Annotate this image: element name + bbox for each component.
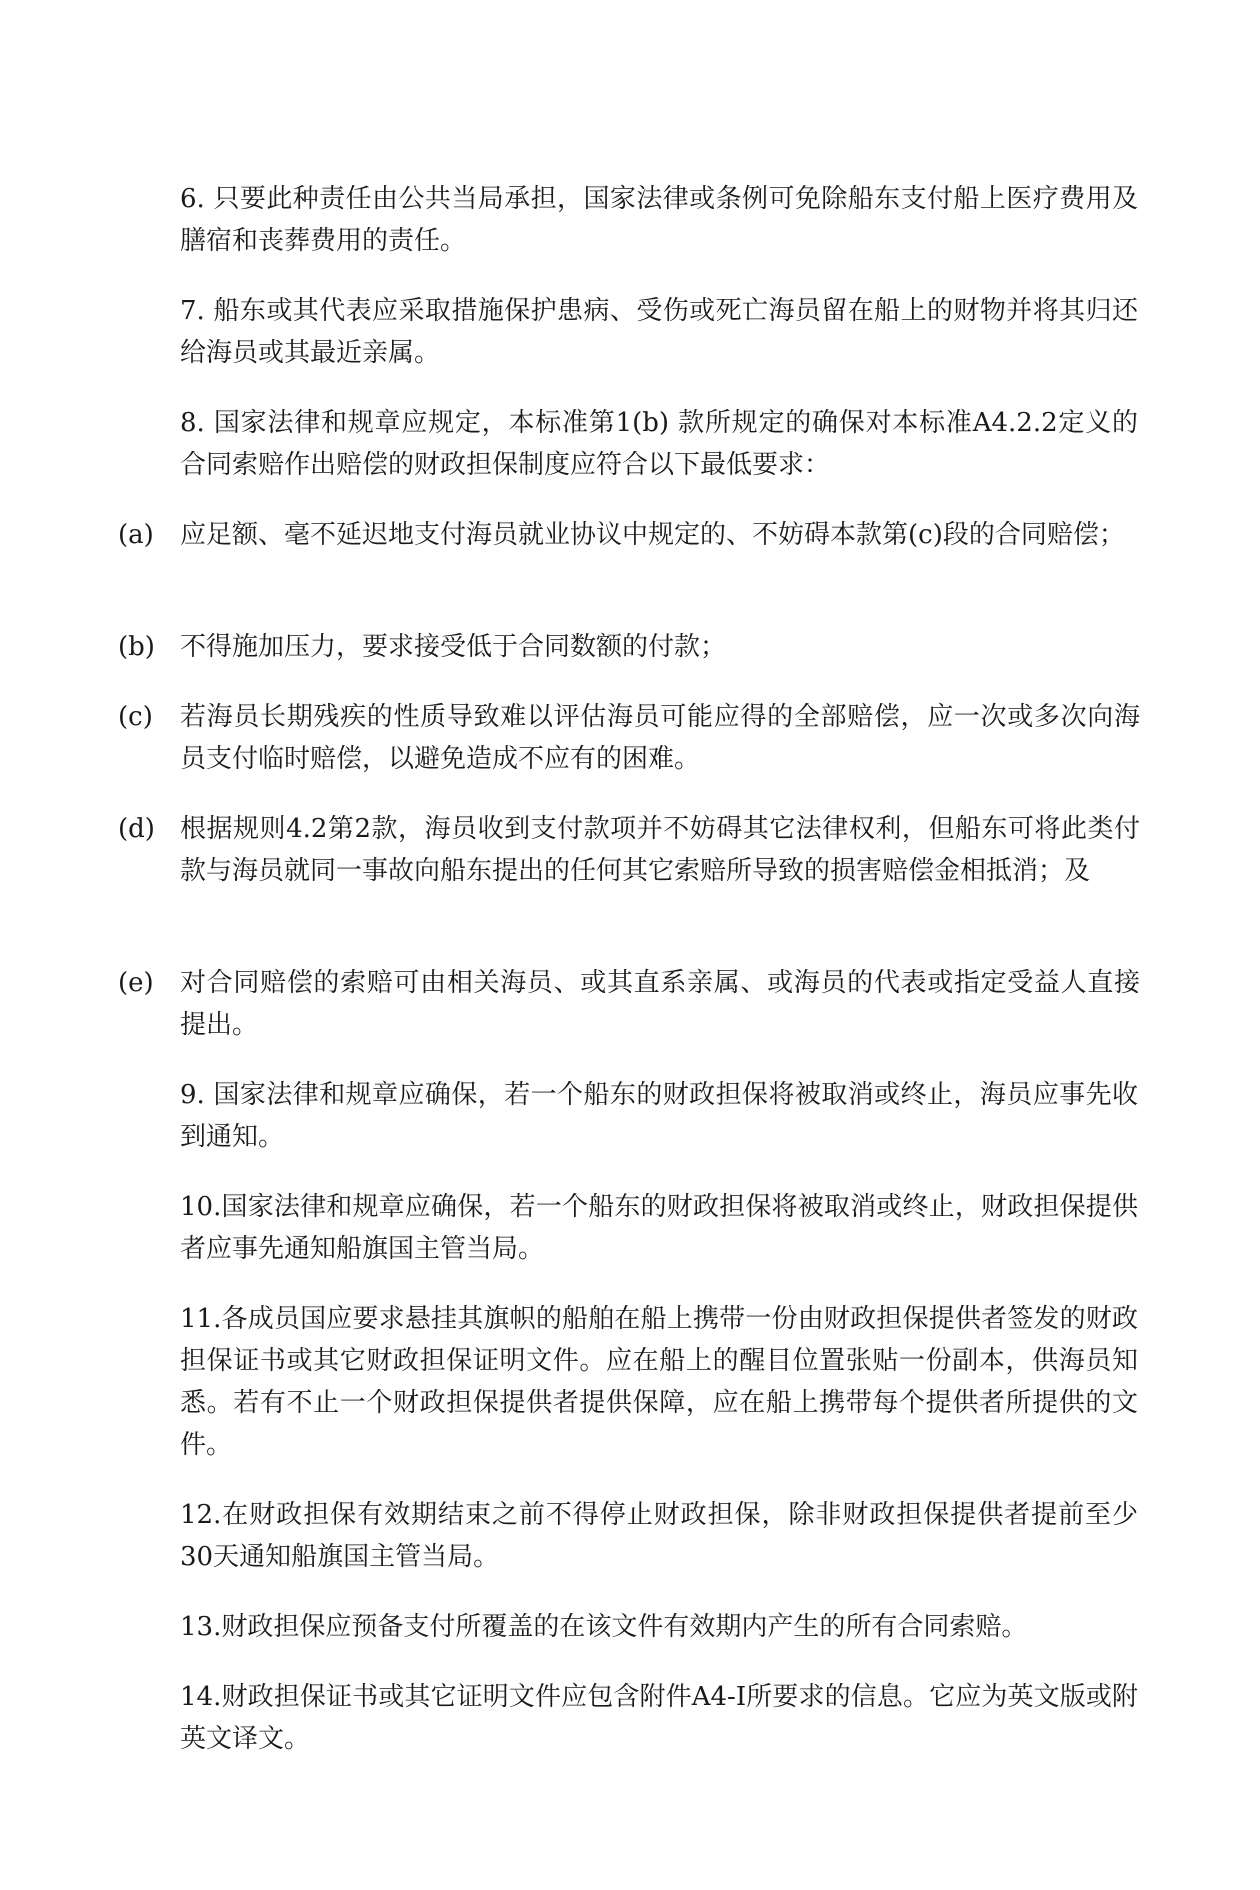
paragraph-7-text: 7. 船东或其代表应采取措施保护患病、受伤或死亡海员留在船上的财物并将其归还给海员或其最近亲属。 xyxy=(180,296,1138,368)
list-item-label: (a) xyxy=(118,520,154,550)
list-item-text: 若海员长期残疾的性质导致难以评估海员可能应得的全部赔偿，应一次或多次向海员支付临时赔偿，以避免造成不应有的困难。 xyxy=(180,702,1140,774)
paragraph-12-text: 12.在财政担保有效期结束之前不得停止财政担保，除非财政担保提供者提前至少30天通知船旗国主管当局。 xyxy=(180,1500,1138,1572)
list-item-label: (c) xyxy=(118,702,153,732)
paragraph-6 xyxy=(148,178,1138,262)
paragraph-6-text: 6. 只要此种责任由公共当局承担，国家法律或条例可免除船东支付船上医疗费用及膳宿和丧葬费用的责任。 xyxy=(180,184,1138,256)
paragraph-14 xyxy=(148,1676,1138,1760)
paragraph-7 xyxy=(148,290,1138,374)
list-item-label: (b) xyxy=(118,632,155,662)
list-item-d xyxy=(118,808,1140,892)
list-item-text: 根据规则4.2第2款，海员收到支付款项并不妨碍其它法律权利，但船东可将此类付款与海员就同一事故向船东提出的任何其它索赔所导致的损害赔偿金相抵消；及 xyxy=(180,814,1140,886)
paragraph-9-text: 9. 国家法律和规章应确保，若一个船东的财政担保将被取消或终止，海员应事先收到通知。 xyxy=(180,1080,1138,1152)
paragraph-12 xyxy=(148,1494,1138,1578)
list-item-e xyxy=(118,962,1140,1046)
list-item-text: 对合同赔偿的索赔可由相关海员、或其直系亲属、或海员的代表或指定受益人直接提出。 xyxy=(180,968,1140,1040)
list-item-text: 应足额、毫不延迟地支付海员就业协议中规定的、不妨碍本款第(c)段的合同赔偿； xyxy=(180,520,1125,550)
paragraph-11 xyxy=(148,1298,1138,1466)
list-item-c xyxy=(118,696,1140,780)
paragraph-8 xyxy=(148,402,1138,486)
paragraph-13 xyxy=(148,1606,1138,1648)
list-item-text: 不得施加压力，要求接受低于合同数额的付款； xyxy=(180,632,727,662)
paragraph-10-text: 10.国家法律和规章应确保，若一个船东的财政担保将被取消或终止，财政担保提供者应事先通知船旗国主管当局。 xyxy=(180,1192,1138,1264)
list-item-label: (d) xyxy=(118,814,155,844)
paragraph-10 xyxy=(148,1186,1138,1270)
paragraph-11-text: 11.各成员国应要求悬挂其旗帜的船舶在船上携带一份由财政担保提供者签发的财政担保证书或其它财政担保证明文件。应在船上的醒目位置张贴一份副本，供海员知悉。若有不止一个财政担保提供者提供保障，应在船上携带每个提供者所提供的文件。 xyxy=(180,1304,1138,1460)
list-item-b xyxy=(118,626,1140,668)
paragraph-9 xyxy=(148,1074,1138,1158)
list-item-a xyxy=(118,514,1140,556)
list-item-label: (e) xyxy=(118,968,154,998)
paragraph-13-text: 13.财政担保应预备支付所覆盖的在该文件有效期内产生的所有合同索赔。 xyxy=(180,1612,1028,1642)
paragraph-8-text: 8. 国家法律和规章应规定，本标准第1(b) 款所规定的确保对本标准A4.2.2定义的合同索赔作出赔偿的财政担保制度应符合以下最低要求： xyxy=(180,408,1138,480)
paragraph-14-text: 14.财政担保证书或其它证明文件应包含附件A4-I所要求的信息。它应为英文版或附英文译文。 xyxy=(180,1682,1138,1754)
